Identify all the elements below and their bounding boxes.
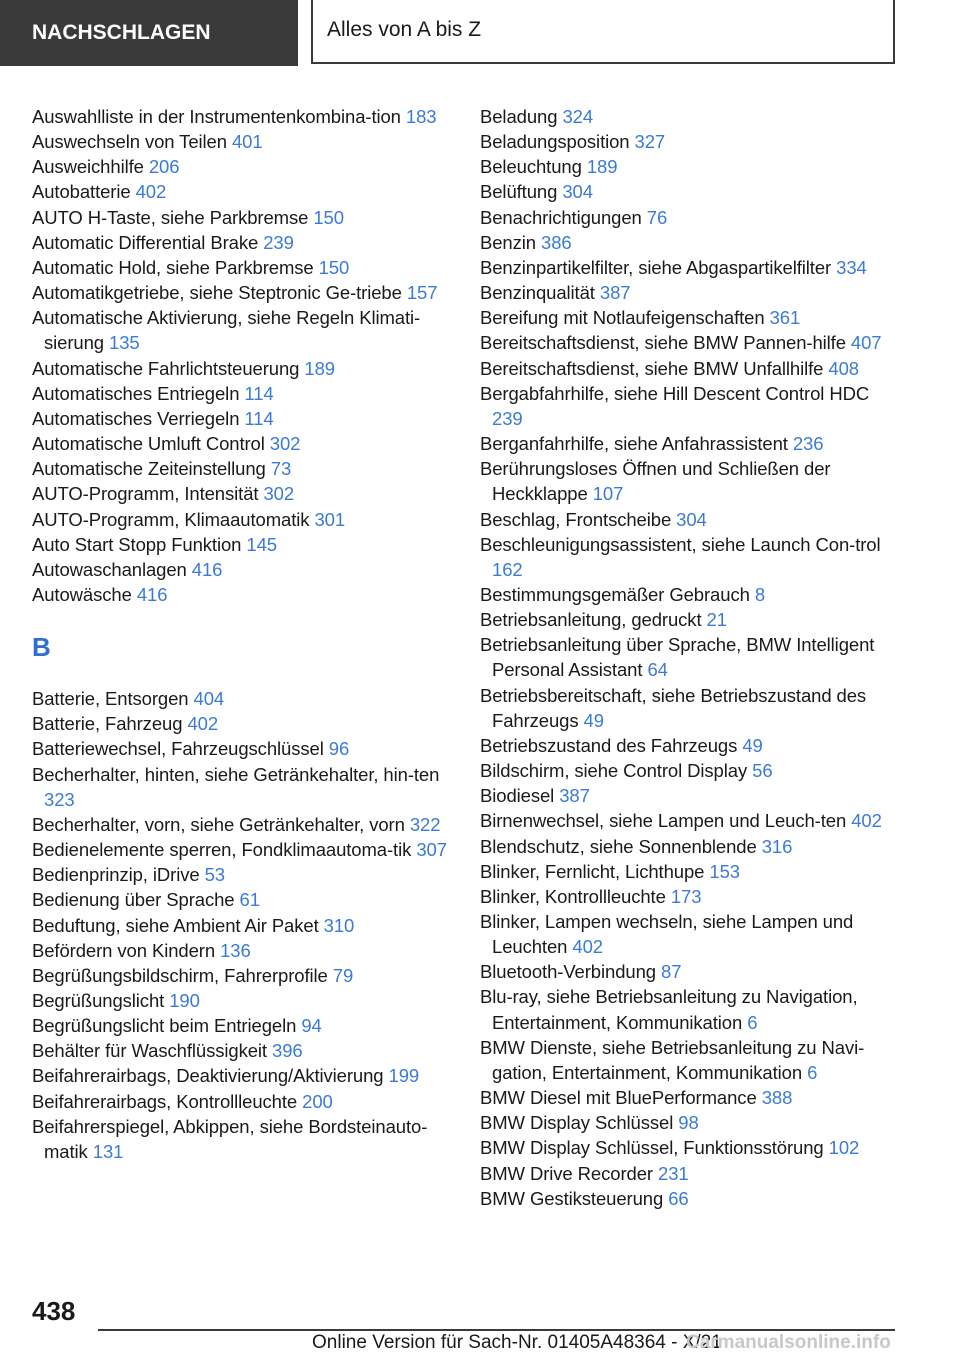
index-term: Benachrichtigungen [480,206,647,228]
index-term: Automatisches Entriegeln [32,382,245,404]
page-link[interactable]: 310 [323,914,355,936]
page-link[interactable]: 183 [405,106,437,127]
index-term: Automatisches Verriegeln [32,407,245,429]
index-term: Batterie, Entsorgen [32,688,194,710]
index-term: Begrüßungslicht [32,990,170,1011]
index-term: Blinker, Fernlicht, Lichthupe [480,860,710,882]
page-link[interactable]: 76 [646,206,668,228]
index-entry [32,280,462,305]
page-title: Alles von A bis Z [311,0,895,64]
index-term: Beladung [480,106,563,127]
index-term: Bereitschaftsdienst, siehe BMW Pannen-hilfe [480,332,851,354]
index-term: Beschleunigungsassistent, siehe Launch Con-trol [480,533,881,555]
page-link[interactable]: 49 [742,734,763,756]
index-entry [32,507,462,532]
index-term: Ausweichhilfe [32,156,149,178]
index-list-b [32,686,462,1164]
page-link[interactable]: 114 [244,407,274,429]
index-term: Becherhalter, hinten, siehe Getränkehalter, hin-ten [32,763,440,785]
index-term: Blendschutz, siehe Sonnenblende [480,835,762,857]
index-entry [480,330,900,355]
index-term: Blinker, Lampen wechseln, siehe Lampen und Leuchten [480,911,854,958]
index-term: Batteriewechsel, Fahrzeugschlüssel [32,738,329,760]
index-term: Autowaschanlagen [32,558,192,580]
page-link[interactable]: 64 [647,659,668,681]
watermark: Carmanualsonline.info [686,1332,891,1353]
page-link[interactable]: 73 [270,458,292,480]
index-entry [480,381,900,431]
index-term: BMW Display Schlüssel [480,1112,679,1134]
page-link[interactable]: 66 [668,1187,689,1209]
index-term: Berührungsloses Öffnen und Schließen der Heckklappe [480,458,831,505]
page-link[interactable]: 173 [670,885,702,907]
page-link[interactable]: 239 [263,231,294,253]
index-term: AUTO-Programm, Klimaautomatik [32,508,315,530]
index-term: Automatische Fahrlichtsteuerung [32,357,305,379]
page-link[interactable]: 189 [586,156,618,178]
page-link[interactable]: 402 [572,936,603,958]
index-term: Autowäsche [32,583,137,605]
index-term: Automatikgetriebe, siehe Steptronic Ge-triebe [32,282,407,304]
index-entry [32,104,462,129]
page-link[interactable]: 236 [792,433,824,455]
page-link[interactable]: 189 [304,357,335,379]
page-link[interactable]: 324 [562,106,594,127]
index-term: Bergabfahrhilfe, siehe Hill Descent Control HDC [480,382,870,404]
index-entry [480,230,900,255]
page-link[interactable]: 322 [409,813,441,835]
page-link[interactable]: 131 [92,1140,124,1162]
index-term: Automatische Zeiteinstellung [32,458,271,480]
index-entry [480,255,900,280]
index-entry [480,984,900,1034]
index-entry [480,758,900,783]
page-link[interactable]: 150 [318,256,350,278]
index-term: Blu-ray, siehe Betriebsanleitung zu Navigation, Entertainment, Kommunikation [480,986,858,1033]
index-term: Automatische Umluft Control [32,433,270,455]
index-entry [32,431,462,456]
page-link[interactable]: 6 [807,1061,818,1083]
index-term: Benzinpartikelfilter, siehe Abgaspartikelfilter [480,256,837,278]
page-link[interactable]: 316 [761,835,793,857]
page-link[interactable]: 361 [769,307,801,329]
index-entry [32,913,462,938]
index-entry [32,887,462,912]
page-link[interactable]: 8 [754,583,766,605]
footer-divider [98,1329,895,1331]
index-term: Bereifung mit Notlaufeigenschaften [480,307,770,329]
page-link[interactable]: 199 [388,1065,420,1087]
index-entry [480,1110,900,1135]
index-term: Betriebsanleitung über Sprache, BMW Intelligent Personal Assistant [480,634,875,681]
page-link[interactable]: 301 [314,508,346,530]
page-link[interactable]: 190 [169,990,200,1011]
page-link[interactable]: 157 [406,282,438,304]
index-term: Blinker, Kontrollleuchte [480,885,671,907]
index-entry [480,154,900,179]
index-term: Behälter für Waschflüssigkeit [32,1040,272,1062]
index-term: Bedienprinzip, iDrive [32,864,205,886]
index-entry [480,859,900,884]
index-term: Automatic Hold, siehe Parkbremse [32,256,319,278]
index-entry [32,305,462,355]
page-link[interactable]: 162 [492,558,523,580]
index-entry [32,1089,462,1114]
page-link[interactable]: 386 [541,231,572,253]
index-entry [32,205,462,230]
index-entry [32,582,462,607]
index-term: Beifahrerairbags, Kontrollleuchte [32,1090,303,1112]
index-entry [480,104,900,129]
page-link[interactable]: 114 [244,382,274,404]
index-term: Berganfahrhilfe, siehe Anfahrassistent [480,433,793,455]
index-entry [32,837,462,862]
index-entry [32,736,462,761]
page-link[interactable]: 107 [592,483,624,505]
index-list-right [480,104,900,1211]
index-term: Biodiesel [480,785,560,807]
index-entry [32,381,462,406]
page-link[interactable]: 96 [328,738,350,760]
page-link[interactable]: 135 [109,332,140,354]
index-entry [32,129,462,154]
index-entry [480,582,900,607]
index-entry [480,205,900,230]
page-header [0,0,960,66]
page-link[interactable]: 302 [263,483,295,505]
page-link[interactable]: 61 [239,889,260,911]
index-entry [480,280,900,305]
index-entry [480,1161,900,1186]
page-link[interactable]: 307 [416,839,447,861]
index-term: Becherhalter, vorn, siehe Getränkehalter, vorn [32,813,410,835]
index-term: Begrüßungsbildschirm, Fahrerprofile [32,964,333,986]
index-term: Bluetooth-Verbindung [480,961,661,983]
index-entry [480,1035,900,1085]
index-term: Betriebsbereitschaft, siehe Betriebszustand des Fahrzeugs [480,684,867,731]
page-link[interactable]: 387 [599,282,631,304]
index-entry [480,909,900,959]
index-entry [480,129,900,154]
page-link[interactable]: 79 [332,964,354,986]
index-entry [32,711,462,736]
page-link[interactable]: 145 [246,533,277,555]
index-entry [32,356,462,381]
page-link[interactable]: 206 [148,156,180,178]
page-link[interactable]: 136 [220,939,251,961]
index-entry [32,686,462,711]
index-entry [32,1038,462,1063]
page-link[interactable]: 323 [44,788,75,810]
index-term: Beladungsposition [480,131,635,153]
index-entry [32,481,462,506]
index-term: Bedienelemente sperren, Fondklimaautoma-tik [32,839,417,861]
index-term: BMW Diesel mit BluePerformance [480,1087,762,1109]
index-term: Belüftung [480,181,563,203]
index-entry [480,431,900,456]
index-term: Befördern von Kindern [32,939,221,961]
section-letter: B [32,632,51,663]
page-link[interactable]: 408 [828,357,859,379]
index-term: BMW Display Schlüssel, Funktionsstörung [480,1137,829,1159]
index-entry [480,683,900,733]
index-list-a [32,104,462,607]
index-entry [480,1135,900,1160]
section-tab: NACHSCHLAGEN [0,0,298,66]
page-link[interactable]: 98 [678,1112,699,1134]
page-link[interactable]: 87 [661,961,682,983]
page-link[interactable]: 407 [850,332,882,354]
index-term: Betriebsanleitung, gedruckt [480,609,707,631]
index-entry [480,632,900,682]
index-entry [480,356,900,381]
index-term: Beschlag, Frontscheibe [480,508,677,530]
index-entry [480,733,900,758]
index-term: Beleuchtung [480,156,587,178]
index-term: BMW Drive Recorder [480,1162,658,1184]
index-entry [480,179,900,204]
page-link[interactable]: 304 [676,508,707,530]
page-link[interactable]: 304 [562,181,593,203]
page-link[interactable]: 387 [559,785,590,807]
page-link[interactable]: 6 [747,1011,758,1033]
index-entry [32,963,462,988]
index-entry [32,456,462,481]
index-column-left [32,104,462,1164]
index-term: BMW Gestiksteuerung [480,1187,669,1209]
index-entry [480,834,900,859]
page-link[interactable]: 327 [634,131,666,153]
index-entry [32,154,462,179]
index-entry [480,456,900,506]
index-term: Beifahrerairbags, Deaktivierung/Aktivierung [32,1065,389,1087]
page-link[interactable]: 416 [136,583,168,605]
index-entry [480,959,900,984]
index-column-right [480,104,900,1211]
index-term: Beifahrerspiegel, Abkippen, siehe Bordsteinauto-matik [32,1115,428,1162]
page-link[interactable]: 401 [231,131,263,153]
index-term: AUTO-Programm, Intensität [32,483,264,505]
index-entry [32,762,462,812]
page-link[interactable]: 404 [193,688,225,710]
index-term: Betriebszustand des Fahrzeugs [480,734,743,756]
index-entry [32,255,462,280]
index-entry [32,862,462,887]
page-link[interactable]: 388 [761,1087,793,1109]
index-term: Automatic Differential Brake [32,231,264,253]
page-link[interactable]: 402 [135,181,167,203]
page-link[interactable]: 402 [851,810,882,832]
index-term: Bildschirm, siehe Control Display [480,760,753,782]
page-link[interactable]: 231 [658,1162,689,1184]
page-link[interactable]: 53 [204,864,225,886]
index-entry [480,507,900,532]
index-term: AUTO H-Taste, siehe Parkbremse [32,206,314,228]
index-entry [480,607,900,632]
page-link[interactable]: 153 [709,860,740,882]
index-term: Bestimmungsgemäßer Gebrauch [480,583,755,605]
index-term: Batterie, Fahrzeug [32,713,188,735]
index-entry [480,783,900,808]
page-link[interactable]: 56 [752,760,773,782]
page-link[interactable]: 402 [187,713,219,735]
index-term: Benzin [480,231,542,253]
index-term: Bereitschaftsdienst, siehe BMW Unfallhilfe [480,357,829,379]
index-entry [32,938,462,963]
page-link[interactable]: 150 [313,206,344,228]
index-entry [32,406,462,431]
index-entry [32,1013,462,1038]
page-link[interactable]: 102 [828,1137,860,1159]
index-term: Auto Start Stopp Funktion [32,533,247,555]
page-link[interactable]: 396 [272,1040,303,1062]
index-entry [32,1114,462,1164]
index-entry [32,532,462,557]
page-link[interactable]: 21 [706,609,727,631]
index-entry [480,1085,900,1110]
index-term: Benzinqualität [480,282,600,304]
index-entry [32,179,462,204]
index-term: Auswechseln von Teilen [32,131,232,153]
online-version-note: Online Version für Sach-Nr. 01405A48364 - X/21 [312,1332,722,1353]
page-link[interactable]: 200 [302,1090,333,1112]
index-term: Auswahlliste in der Instrumentenkombina-tion [32,106,406,127]
page-link[interactable]: 334 [836,256,867,278]
index-term: Bedienung über Sprache [32,889,240,911]
page-number: 438 [32,1296,76,1326]
index-entry [32,988,462,1013]
page-link[interactable]: 94 [301,1015,322,1037]
index-entry [480,884,900,909]
index-entry [480,532,900,582]
index-term: BMW Dienste, siehe Betriebsanleitung zu Navi-gation, Entertainment, Kommunikation [480,1036,865,1083]
index-term: Birnenwechsel, siehe Lampen und Leuch-ten [480,810,852,832]
index-entry [32,557,462,582]
index-entry [480,305,900,330]
index-entry [480,1186,900,1211]
index-term: Beduftung, siehe Ambient Air Paket [32,914,324,936]
index-entry [480,808,900,833]
page-link[interactable]: 416 [191,558,223,580]
page-link[interactable]: 49 [583,709,604,731]
page-link[interactable]: 239 [492,407,523,429]
index-entry [32,812,462,837]
index-term: Begrüßungslicht beim Entriegeln [32,1015,302,1037]
index-entry [32,1063,462,1088]
page-link[interactable]: 302 [269,433,301,455]
index-term: Automatische Aktivierung, siehe Regeln Klimati-sierung [32,307,421,354]
index-term: Autobatterie [32,181,136,203]
index-entry [32,230,462,255]
